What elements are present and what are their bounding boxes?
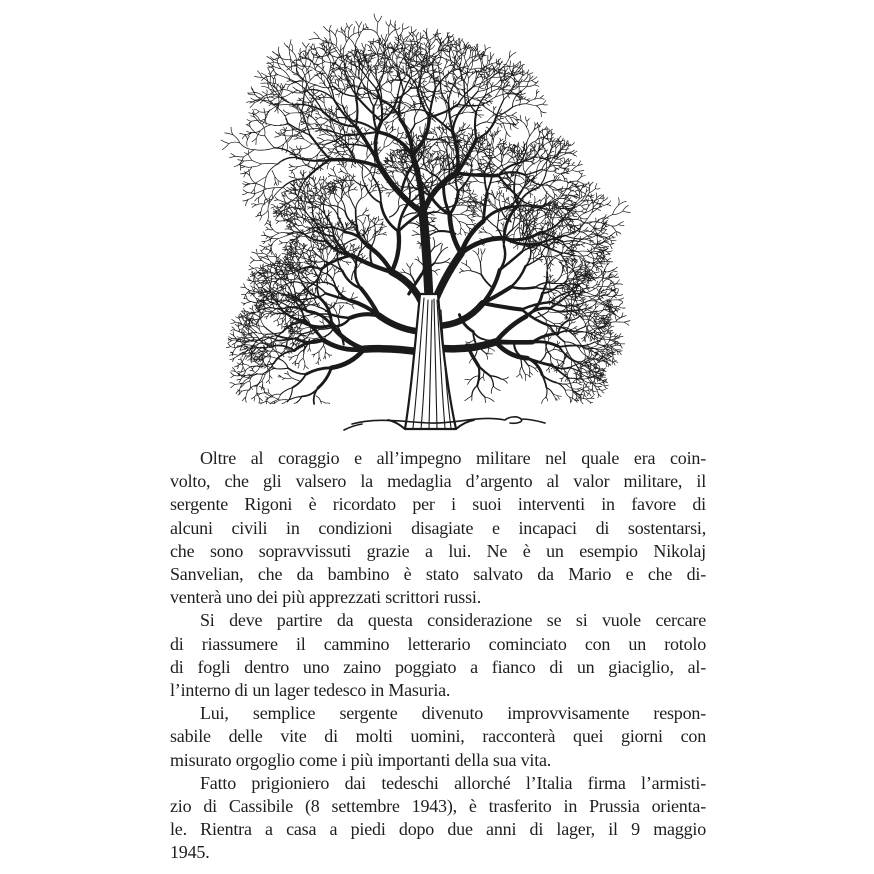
text-line: venterà uno dei più apprezzati scrittori russi. <box>170 587 481 608</box>
text-line: volto, che gli valsero la medaglia d’argento al valor militare, il <box>170 471 706 492</box>
text-line: alcuni civili in condizioni disagiate e incapaci di sostentarsi, <box>170 517 706 538</box>
body-text <box>170 447 706 865</box>
text-line: l’interno di un lager tedesco in Masuria. <box>170 680 451 701</box>
tree-trunk <box>388 294 474 429</box>
text-line: di fogli dentro uno zaino poggiato a fianco di un giaciglio, al- <box>170 656 706 677</box>
text-line: Lui, semplice sergente divenuto improvvisamente respon- <box>200 703 706 724</box>
text-line: le. Rientra a casa a piedi dopo due anni di lager, il 9 maggio <box>170 819 706 840</box>
paragraph <box>170 609 706 702</box>
text-line: di riassumere il cammino letterario cominciato con un rotolo <box>170 633 706 654</box>
text-line: zio di Cassibile (8 settembre 1943), è trasferito in Prussia orienta- <box>170 796 706 817</box>
text-line: Fatto prigioniero dai tedeschi allorché l’Italia firma l’armisti- <box>200 772 706 793</box>
text-line: Si deve partire da questa considerazione se si vuole cercare <box>200 610 706 631</box>
text-line: sergente Rigoni è ricordato per i suoi interventi in favore di <box>170 494 706 515</box>
text-line: Sanvelian, che da bambino è stato salvato da Mario e che di- <box>170 564 706 585</box>
paragraph <box>170 772 706 865</box>
text-line: 1945. <box>170 842 210 863</box>
paragraph <box>170 702 706 772</box>
text-line: che sono sopravvissuti grazie a lui. Ne è un esempio Nikolaj <box>170 540 706 561</box>
text-line: Oltre al coraggio e all’impegno militare nel quale era coin- <box>200 448 706 468</box>
paragraph <box>170 447 706 609</box>
text-line: sabile delle vite di molti uomini, racconterà quei giorni con <box>170 726 706 747</box>
text-line: misurato orgoglio come i più importanti della sua vita. <box>170 749 552 770</box>
